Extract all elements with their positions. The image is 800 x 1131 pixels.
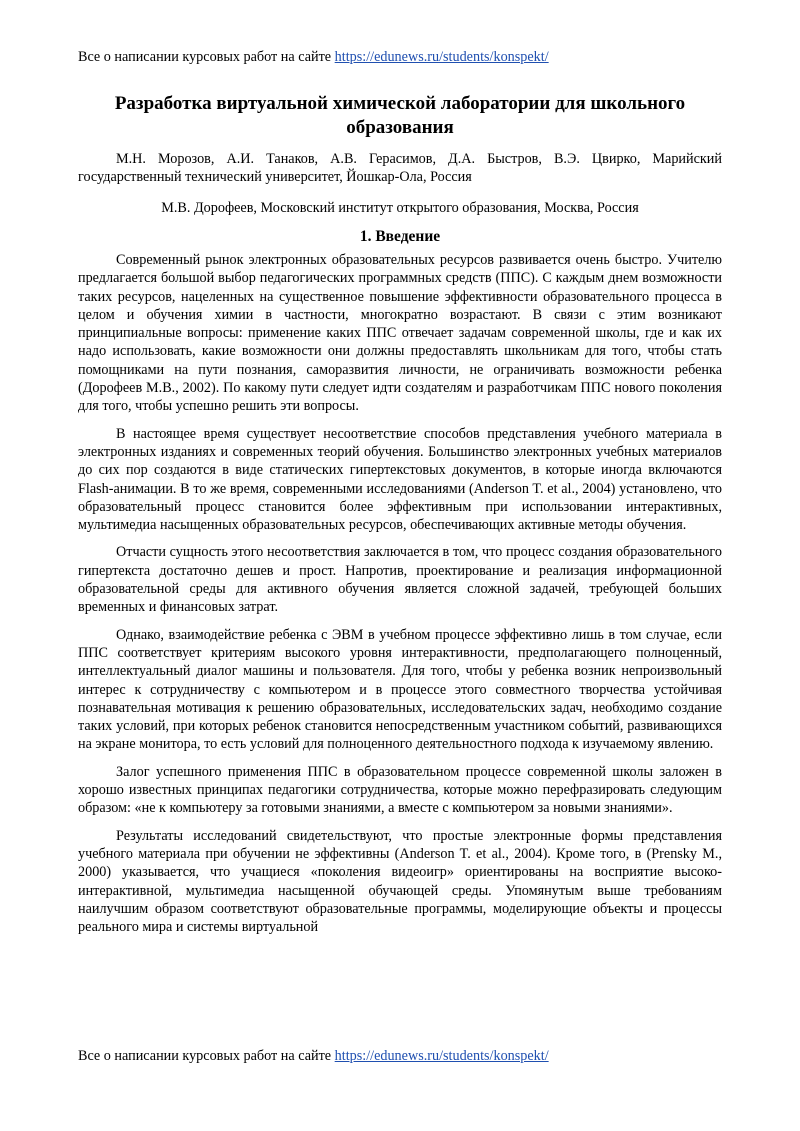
paper-title: Разработка виртуальной химической лаборатории для школьного образования bbox=[114, 93, 686, 138]
header-link[interactable]: https://edunews.ru/students/konspekt/ bbox=[334, 49, 549, 65]
paragraph-4: Однако, взаимодействие ребенка с ЭВМ в учебном процессе эффективно лишь в том случае, если ППС соответствует критериям высокого уровня интерактивности, предполагающего полноценный, интеллектуальный диалог машины и пользователя. Для того, чтобы у ребенка возник непроизвольный интерес к сотрудничеству с компьютером и в процессе этого совместного творчества устойчивая познавательная мотивация к решению образовательных, исследовательских задач, необходимо создание таких условий, при которых ребенок становится непосредственным участником событий, развивающихся на экране монитора, то есть условий для полноценного деятельностного подхода к изучаемому явлению. bbox=[78, 626, 722, 753]
footer-text: Все о написании курсовых работ на сайте bbox=[78, 1048, 332, 1064]
paper-body bbox=[78, 92, 722, 945]
paragraph-6: Результаты исследований свидетельствуют, что простые электронные формы представления учебного материала при обучении не эффективны (Anderson T. et al., 2004). Кроме того, в (Prensky M., 2000) указывается, что учащиеся «поколения видеоигр» ориентированы на восприятие высоко-интерактивной, мультимедиа насыщенной обучающей среды. Упомянутым выше требованиям наилучшим образом соответствуют образовательные программы, моделирующие объекты и процессы реального мира и системы виртуальной bbox=[78, 827, 722, 936]
paragraph-5: Залог успешного применения ППС в образовательном процессе современной школы заложен в хорошо известных принципах педагогики сотрудничества, которые можно перефразировать следующим образом: «не к компьютеру за готовыми знаниями, а вместе с компьютером за новыми знаниями». bbox=[78, 763, 722, 817]
paragraph-3: Отчасти сущность этого несоответствия заключается в том, что процесс создания образовательного гипертекста достаточно дешев и прост. Напротив, проектирование и реализация информационной образовательной среды для активного обучения является сложной задачей, требующей больших временных и финансовых затрат. bbox=[78, 544, 722, 616]
paragraph-1: Современный рынок электронных образовательных ресурсов развивается очень быстро. Учителю предлагается большой выбор педагогических программных средств (ППС). С каждым днем возможности таких ресурсов, нацеленных на существенное повышение эффективности образовательного процесса в целом и обучения химии в частности, многократно возрастают. В связи с этим возникают принципиальные вопросы: применение каких ППС отвечает задачам современной школы, где и как их надо использовать, какие возможности они должны предоставлять школьникам для того, чтобы стать помощниками на пути познания, саморазвития личности, не ограничивать возможности ребенка (Дорофеев М.В., 2002). По какому пути следует идти создателям и разработчикам ППС нового поколения для того, чтобы успешно решить эти вопросы. bbox=[78, 252, 722, 415]
author-affiliation-2: М.В. Дорофеев, Московский институт открытого образования, Москва, Россия bbox=[161, 200, 639, 216]
page-footer bbox=[78, 1047, 728, 1065]
paragraph-2: В настоящее время существует несоответствие способов представления учебного материала в электронных изданиях и современных теорий обучения. Большинство электронных учебных материалов до сих пор создаются в виде статических гипертекстовых документов, в которые иногда включаются Flash-анимации. В то же время, современными исследованиями (Anderson T. et al., 2004) установлено, что образовательный процесс становится более эффективным при использовании интерактивных, мультимедиа насыщенных образовательных ресурсов, обеспечивающих активные методы обучения. bbox=[78, 425, 722, 534]
footer-link[interactable]: https://edunews.ru/students/konspekt/ bbox=[334, 1048, 549, 1064]
section-heading: 1. Введение bbox=[359, 228, 441, 245]
page-header bbox=[78, 48, 728, 66]
author-affiliation-1: М.Н. Морозов, А.И. Танаков, А.В. Герасимов, Д.А. Быстров, В.Э. Цвирко, Марийский государственный технический университет, Йошкар-Ола, Россия bbox=[78, 151, 722, 185]
header-text: Все о написании курсовых работ на сайте bbox=[78, 49, 332, 65]
